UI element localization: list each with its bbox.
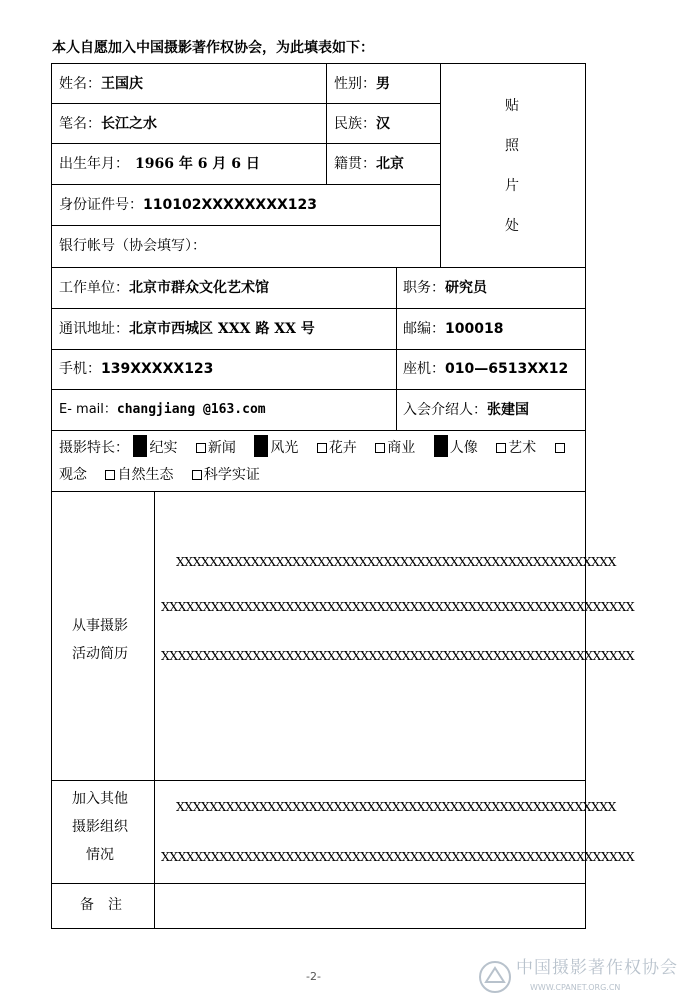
watermark-logo-icon <box>478 960 512 994</box>
specialty-option-science[interactable]: 科学实证 <box>192 467 260 483</box>
id-field <box>59 195 317 215</box>
ethnicity-value: 汉 <box>376 116 390 132</box>
gender-field <box>334 74 390 94</box>
specialty-option-commercial[interactable]: 商业 <box>375 440 415 456</box>
other-orgs-line: XXXXXXXXXXXXXXXXXXXXXXXXXXXXXXXXXXXXXXXXXXXXXXXXXXXXX <box>176 799 616 814</box>
origin-field <box>334 154 404 174</box>
birth-field <box>59 154 260 174</box>
specialty-option-art[interactable]: 艺术 <box>496 440 536 456</box>
position-label: 职务： <box>403 280 445 296</box>
resume-label-line2: 活动简历 <box>72 646 128 662</box>
resume-line: XXXXXXXXXXXXXXXXXXXXXXXXXXXXXXXXXXXXXXXXXXXXXXXXXXXXXXXXX <box>161 599 635 614</box>
other-orgs-line: XXXXXXXXXXXXXXXXXXXXXXXXXXXXXXXXXXXXXXXXXXXXXXXXXXXXXXXXX <box>161 849 635 864</box>
bank-label: 银行帐号（协会填写）： <box>59 238 206 254</box>
other-orgs-label-line1: 加入其他 <box>72 791 128 807</box>
watermark-title: 中国摄影著作权协会 <box>516 958 678 978</box>
work-label: 工作单位： <box>59 280 129 296</box>
resume-line: XXXXXXXXXXXXXXXXXXXXXXXXXXXXXXXXXXXXXXXXXXXXXXXXXXXXXXXXX <box>161 648 635 663</box>
gender-value: 男 <box>376 76 390 92</box>
specialty-option-landscape[interactable]: 风光 <box>254 440 298 456</box>
landline-field <box>403 359 568 379</box>
gender-label: 性别： <box>334 76 376 92</box>
pen-name-value: 长江之水 <box>101 116 157 132</box>
work-value: 北京市群众文化艺术馆 <box>129 280 269 296</box>
mobile-value: 139XXXXX123 <box>101 361 214 377</box>
work-field <box>59 278 269 298</box>
specialty-option-concept-label: 观念 <box>59 467 87 483</box>
watermark-url: WWW.CPANET.ORG.CN <box>530 983 621 992</box>
checkbox[interactable] <box>496 443 506 453</box>
landline-label: 座机： <box>403 361 445 377</box>
referrer-value: 张建国 <box>487 402 529 418</box>
specialty-option-documentary[interactable]: 纪实 <box>133 440 177 456</box>
specialty-option-nature[interactable]: 自然生态 <box>105 467 173 483</box>
specialty-option-news[interactable]: 新闻 <box>196 440 236 456</box>
postcode-field <box>403 319 503 339</box>
bank-field <box>59 236 206 256</box>
checkbox-checked[interactable] <box>133 435 147 457</box>
photo-char-3: 片 <box>505 178 519 194</box>
checkbox-checked[interactable] <box>254 435 268 457</box>
email-field <box>59 400 266 420</box>
position-value: 研究员 <box>445 280 487 296</box>
origin-value: 北京 <box>376 156 404 172</box>
address-field <box>59 319 315 339</box>
id-value: 110102XXXXXXXX123 <box>143 197 318 213</box>
checkbox[interactable] <box>375 443 385 453</box>
checkbox[interactable] <box>105 470 115 480</box>
referrer-field <box>403 400 529 420</box>
specialty-label: 摄影特长： <box>59 440 129 456</box>
photo-char-2: 照 <box>505 138 519 154</box>
id-label: 身份证件号： <box>59 197 143 213</box>
photo-char-4: 处 <box>505 218 519 234</box>
mobile-label: 手机： <box>59 361 101 377</box>
birth-label: 出生年月： <box>59 156 129 172</box>
postcode-label: 邮编： <box>403 321 445 337</box>
resume-label-line1: 从事摄影 <box>72 618 128 634</box>
name-value: 王国庆 <box>101 76 143 92</box>
specialty-option-flowers[interactable]: 花卉 <box>317 440 357 456</box>
address-value: 北京市西城区 XXX 路 XX 号 <box>129 321 315 337</box>
landline-value: 010—6513XX12 <box>445 361 569 377</box>
checkbox[interactable] <box>555 443 565 453</box>
specialty-option-concept-box[interactable] <box>555 440 567 456</box>
mobile-field <box>59 359 213 379</box>
resume-line: XXXXXXXXXXXXXXXXXXXXXXXXXXXXXXXXXXXXXXXXXXXXXXXXXXXXX <box>176 554 616 569</box>
pen-name-field <box>59 114 157 134</box>
remarks-field[interactable] <box>156 885 584 927</box>
name-label: 姓名： <box>59 76 101 92</box>
name-field <box>59 74 143 94</box>
referrer-label: 入会介绍人： <box>403 402 487 418</box>
email-label: E- mail： <box>59 402 117 417</box>
postcode-value: 100018 <box>445 321 504 337</box>
other-orgs-label-line2: 摄影组织 <box>72 819 128 835</box>
address-label: 通讯地址： <box>59 321 129 337</box>
checkbox-checked[interactable] <box>434 435 448 457</box>
email-value: changjiang @163.com <box>116 402 266 417</box>
photo-char-1: 贴 <box>505 98 519 114</box>
specialty-option-portrait[interactable]: 人像 <box>434 440 478 456</box>
other-orgs-label-line3: 情况 <box>86 847 114 863</box>
checkbox[interactable] <box>192 470 202 480</box>
ethnicity-field <box>334 114 390 134</box>
birth-value: 1966 年 6 月 6 日 <box>135 156 260 172</box>
ethnicity-label: 民族： <box>334 116 376 132</box>
remarks-label: 备 注 <box>80 897 122 913</box>
pen-name-label: 笔名： <box>59 116 101 132</box>
origin-label: 籍贯： <box>334 156 376 172</box>
checkbox[interactable] <box>317 443 327 453</box>
page-number: -2- <box>306 970 321 983</box>
checkbox[interactable] <box>196 443 206 453</box>
form-intro: 本人自愿加入中国摄影著作权协会，为此填表如下： <box>52 40 374 56</box>
position-field <box>403 278 487 298</box>
